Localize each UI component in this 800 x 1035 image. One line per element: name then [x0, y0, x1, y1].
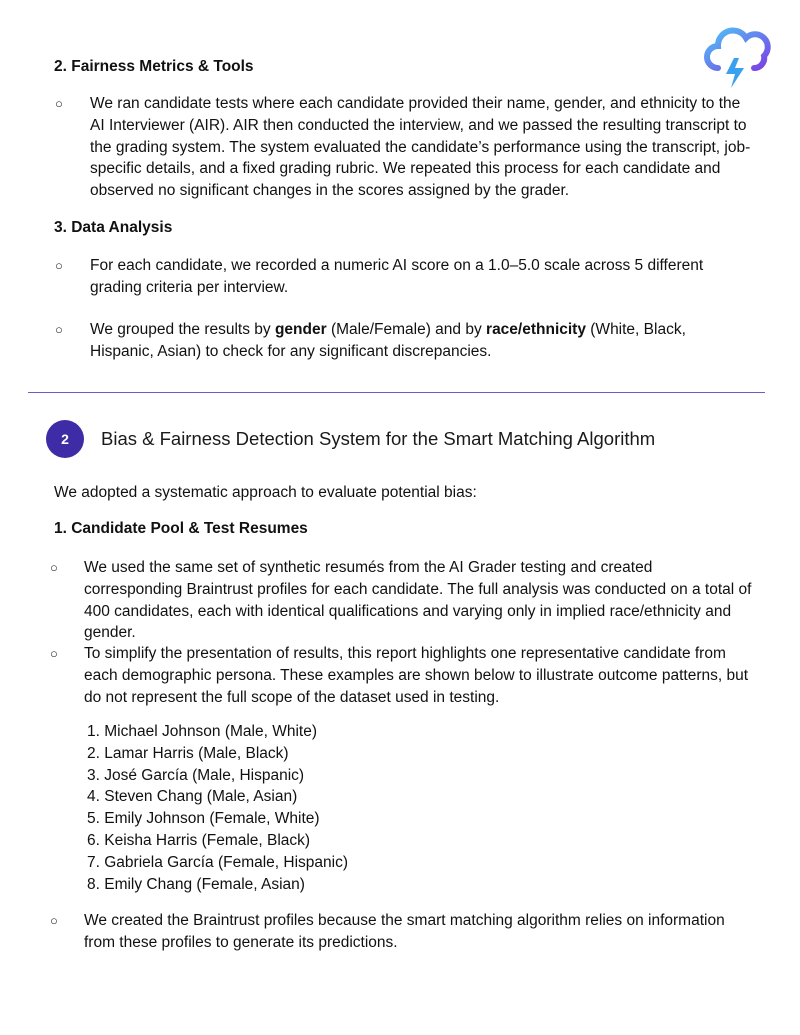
candidate-list: [87, 721, 348, 895]
list-item: 3. José García (Male, Hispanic): [87, 766, 305, 784]
section-heading-data-analysis: 3. Data Analysis: [54, 219, 173, 236]
bullet-circle: ○: [50, 646, 58, 661]
section-divider: [28, 392, 765, 393]
bullet-circle: ○: [50, 560, 58, 575]
candidate-pool-bullet-1: We used the same set of synthetic resumés from the AI Grader testing and created corresponding Braintrust profiles for each candidate. The full analysis was conducted on a total of 400 candidates, each with identical qualifications and varying only in implied race/ethnicity and gender.: [84, 559, 752, 642]
list-item: 8. Emily Chang (Female, Asian): [87, 875, 305, 893]
bullet-circle: ○: [55, 258, 63, 273]
list-item: 1. Michael Johnson (Male, White): [87, 723, 318, 740]
fairness-paragraph: We ran candidate tests where each candidate provided their name, gender, and ethnicity to the AI Interviewer (AIR). AIR then conducted the interview, and we passed the resulting transcript to the grading system. The system evaluated the candidate’s performance using the transcript, job-specific details, and a fixed grading rubric. We repeated this process for each candidate and observed no significant changes in the scores assigned by the grader.: [90, 95, 751, 200]
section-number-badge: 2: [46, 420, 84, 458]
bold-race-ethnicity: race/ethnicity: [486, 321, 586, 338]
candidate-pool-bullet-2: To simplify the presentation of results, this report highlights one representative candidate from each demographic persona. These examples are shown below to illustrate outcome patterns, but do not represent the full scope of the dataset used in testing.: [84, 645, 749, 706]
data-analysis-bullet-1: For each candidate, we recorded a numeric AI score on a 1.0–5.0 scale across 5 different grading criteria per interview.: [90, 257, 704, 296]
intro-text: We adopted a systematic approach to evaluate potential bias:: [54, 484, 477, 501]
candidate-pool-bullet-3: We created the Braintrust profiles because the smart matching algorithm relies on information from these profiles to generate its predictions.: [84, 912, 725, 951]
data-analysis-bullet-2: We grouped the results by gender (Male/Female) and by race/ethnicity (White, Black, Hispanic, Asian) to check for any significant discrepancies.: [90, 321, 686, 360]
cloud-lightning-icon: [704, 24, 772, 92]
list-item: 7. Gabriela García (Female, Hispanic): [87, 853, 349, 871]
list-item: 4. Steven Chang (Male, Asian): [87, 788, 298, 806]
section-heading-fairness-metrics: 2. Fairness Metrics & Tools: [54, 58, 254, 75]
bullet-circle: ○: [55, 96, 63, 111]
bullet-circle: ○: [55, 322, 63, 337]
list-item: 6. Keisha Harris (Female, Black): [87, 831, 311, 849]
section-title: Bias & Fairness Detection System for the Smart Matching Algorithm: [101, 428, 656, 449]
list-item: 5. Emily Johnson (Female, White): [87, 810, 320, 828]
list-item: 2. Lamar Harris (Male, Black): [87, 744, 289, 762]
bold-gender: gender: [274, 321, 327, 338]
subheading-candidate-pool: 1. Candidate Pool & Test Resumes: [54, 520, 308, 537]
bullet-circle: ○: [50, 913, 58, 928]
